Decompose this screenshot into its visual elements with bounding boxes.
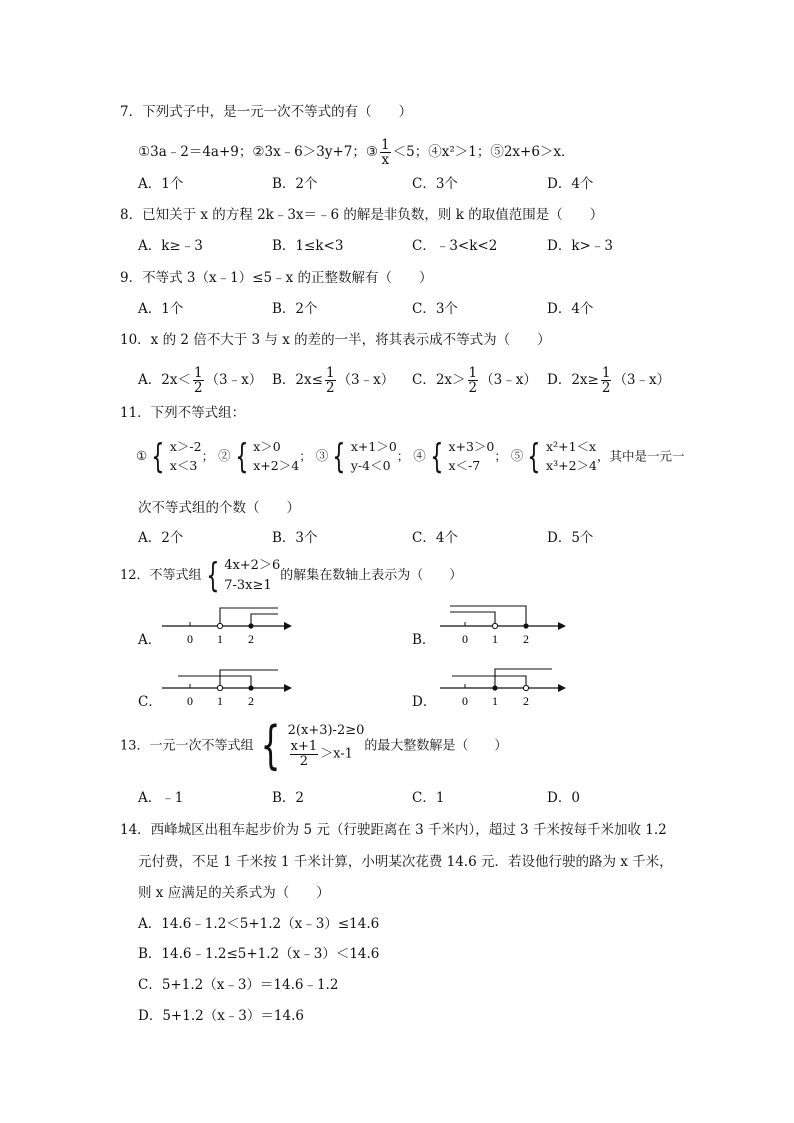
q8-stem: 8．已知关于 x 的方程 2k﹣3x＝﹣6 的解是非负数，则 k 的取值范围是（ ）: [120, 207, 604, 223]
fraction-denominator: 2: [468, 380, 478, 397]
option-tail: （3﹣x）: [337, 372, 395, 389]
option-text: D．2x≥: [547, 372, 599, 389]
q8-option-b[interactable]: B．1≤k<3: [272, 238, 344, 254]
option-text: C．2x＞: [412, 372, 466, 389]
q12-option-a-numberline[interactable]: [160, 600, 300, 646]
q7-option-d[interactable]: D．4个: [547, 176, 594, 192]
fraction-numerator: 1: [325, 365, 335, 381]
tick-label-1: 1: [492, 632, 498, 646]
q10-option-c[interactable]: [412, 366, 537, 395]
q11-system-5: ⑤ { x²+1＜x x³+2＞4: [510, 436, 597, 477]
tick-label-1: 1: [217, 694, 223, 708]
q11-systems: [136, 438, 685, 476]
q9-option-b[interactable]: B．2个: [272, 301, 318, 317]
q14-option-c[interactable]: C．5+1.2（x﹣3）＝14.6﹣1.2: [138, 977, 339, 993]
q11-option-b[interactable]: B．3个: [272, 530, 318, 546]
system-row: x＞0: [253, 439, 281, 454]
q8-option-c[interactable]: C．﹣3<k<2: [412, 238, 498, 254]
q10-stem: 10．x 的 2 倍不大于 3 与 x 的差的一半，将其表示成不等式为（ ）: [120, 332, 551, 348]
separator: ；: [396, 448, 410, 464]
system-row-rest: ＞x-1: [320, 746, 353, 762]
q13-option-c[interactable]: C．1: [412, 790, 445, 806]
q13-option-d[interactable]: D．0: [547, 790, 580, 806]
q7-item-5: 2x+6＞x．: [503, 144, 575, 161]
q10-option-d[interactable]: [547, 366, 670, 395]
circle-number: ③: [315, 448, 329, 464]
q13-stem: 13．一元一次不等式组 { 2(x+3)-2≥0 $\frac{x+1}{2}$ ＞x-1 的最大整数解是（ ）: [120, 716, 508, 776]
q7-item-4: x²＞1；: [441, 144, 491, 161]
system-row: x³+2＞4: [546, 457, 597, 473]
circle-number: ⑤: [510, 448, 524, 464]
tick-label-1: 1: [217, 632, 223, 646]
q7-item-3-num: ③: [365, 144, 379, 161]
q13-option-a[interactable]: A．﹣1: [138, 790, 184, 806]
q11-stem-continued: 次不等式组的个数（ ）: [138, 500, 300, 516]
fraction-denominator: 2: [193, 380, 203, 397]
tick-label-2: 2: [248, 632, 254, 646]
q11-option-a[interactable]: A．2个: [138, 530, 184, 546]
q12-option-b-label[interactable]: B．: [412, 632, 436, 648]
q11-system-2: ② { x＞0 x+2＞4: [218, 436, 300, 477]
circle-number: ②: [218, 448, 231, 464]
q14-stem-line-2: 元付费，不足 1 千米按 1 千米计算，小明某次花费 14.6 元．若设他行驶的路为 x 千米，: [138, 854, 673, 870]
separator: ；: [201, 448, 215, 464]
q13-option-b[interactable]: B．2: [272, 790, 305, 806]
q14-option-d[interactable]: D．5+1.2（x﹣3）＝14.6: [138, 1008, 304, 1024]
q8-option-d[interactable]: D．k>﹣3: [547, 238, 613, 254]
tick-label-0: 0: [187, 632, 193, 646]
system-row: x＜3: [169, 457, 198, 473]
q7-item-3-rest: ＜5；: [392, 144, 429, 161]
q7-item-5-num: ⑤: [490, 144, 504, 161]
system-row: 4x+2＞6: [224, 558, 281, 573]
fraction-denominator: 2: [290, 754, 319, 769]
system-row: 7-3x≥1: [224, 577, 272, 593]
option-text: A．2x＜: [138, 372, 191, 389]
system-row: x+1＞0: [350, 439, 397, 454]
q7-option-a[interactable]: A．1个: [138, 176, 184, 192]
q11-system-3: ③ { x+1＞0 y-4＜0: [315, 436, 397, 477]
system-row: x＜-7: [448, 457, 481, 473]
fraction-numerator: 1: [193, 365, 203, 381]
q12-option-d-numberline[interactable]: [438, 662, 570, 708]
q7-stem: 7．下列式子中，是一元一次不等式的有（ ）: [120, 104, 413, 120]
q13-stem-a: 13．一元一次不等式组: [120, 738, 254, 754]
q11-option-d[interactable]: D．5个: [547, 530, 594, 546]
system-row: x＞-2: [169, 439, 202, 454]
q12-option-b-numberline[interactable]: [438, 600, 570, 646]
option-text: B．2x≤: [272, 372, 323, 389]
fraction: [193, 366, 204, 395]
option-tail: （3﹣x）: [480, 372, 537, 389]
q8-option-a[interactable]: A．k≥﹣3: [138, 238, 203, 254]
q12-option-c-numberline[interactable]: [160, 662, 300, 708]
tick-label-0: 0: [462, 632, 468, 646]
q14-option-b[interactable]: B．14.6﹣1.2≤5+1.2（x﹣3）＜14.6: [138, 946, 380, 962]
fraction: [468, 366, 479, 395]
option-tail: （3﹣x）: [613, 372, 671, 389]
q7-item-1-num: ①: [138, 144, 151, 161]
q7-items: [138, 138, 575, 167]
tick-label-0: 0: [187, 694, 193, 708]
circle-number: ①: [136, 448, 148, 464]
q13-stem-b: 的最大整数解是（ ）: [364, 738, 508, 754]
fraction-denominator: x: [381, 152, 390, 169]
q11-stem: 11．下列不等式组：: [120, 405, 246, 421]
fraction-denominator: 2: [325, 380, 335, 397]
q7-item-1: 3a﹣2＝4a+9；: [150, 144, 253, 161]
fraction: [325, 366, 336, 395]
tick-label-0: 0: [462, 694, 468, 708]
q11-tail: ，其中是一元一: [596, 448, 685, 464]
tick-label-2: 2: [523, 632, 529, 646]
q11-system-1: ① { x＞-2 x＜3: [136, 436, 202, 477]
q9-option-c[interactable]: C．3个: [412, 301, 458, 317]
q12-option-c-label[interactable]: C．: [138, 694, 162, 710]
q10-option-a[interactable]: [138, 366, 262, 395]
q7-item-4-num: ④: [428, 144, 442, 161]
q12-option-a-label[interactable]: A．: [138, 632, 162, 648]
q7-item-2-num: ②: [252, 144, 265, 161]
system-row: x+2＞4: [253, 457, 300, 473]
q14-stem-line-1: 14．西峰城区出租车起步价为 5 元（行驶距离在 3 千米内），超过 3 千米按每千米加收 1.2: [120, 822, 667, 838]
q9-stem: 9．不等式 3（x﹣1）≤5﹣x 的正整数解有（ ）: [120, 270, 433, 286]
q14-stem-line-3: 则 x 应满足的关系式为（ ）: [138, 885, 330, 901]
q7-option-b[interactable]: B．2个: [272, 176, 318, 192]
tick-label-2: 2: [248, 694, 254, 708]
system-row: 2(x+3)-2≥0: [287, 723, 365, 739]
separator: ；: [494, 448, 507, 464]
fraction-numerator: x+1: [290, 739, 318, 755]
fraction-numerator: 1: [468, 365, 478, 381]
q14-option-a[interactable]: A．14.6﹣1.2＜5+1.2（x﹣3）≤14.6: [138, 916, 380, 932]
separator: ；: [299, 448, 312, 464]
system-row: x²+1＜x: [546, 439, 597, 454]
fraction-numerator: 1: [381, 137, 390, 153]
q7-option-c[interactable]: C．3个: [412, 176, 458, 192]
tick-label-1: 1: [492, 694, 498, 708]
system-row: [288, 740, 365, 768]
q12-stem-a: 12．不等式组: [120, 568, 202, 583]
q11-option-c[interactable]: C．4个: [412, 530, 458, 546]
q9-option-a[interactable]: A．1个: [138, 301, 184, 317]
system-row: x+3＞0: [448, 439, 495, 454]
q10-option-b[interactable]: [272, 366, 394, 395]
q7-item-3-fraction: [380, 138, 391, 167]
fraction: [601, 366, 612, 395]
fraction-numerator: 1: [601, 365, 611, 381]
q11-system-4: ④ { x+3＞0 x＜-7: [413, 436, 495, 477]
q7-item-2: 3x﹣6＞3y+7；: [264, 144, 366, 161]
system-row: y-4＜0: [350, 457, 391, 473]
option-tail: （3﹣x）: [205, 372, 263, 389]
tick-label-2: 2: [523, 694, 529, 708]
circle-number: ④: [413, 448, 426, 464]
q12-stem-b: 的解集在数轴上表示为（ ）: [280, 568, 463, 583]
fraction-denominator: 2: [601, 380, 611, 397]
q9-option-d[interactable]: D．4个: [547, 301, 594, 317]
q12-option-d-label[interactable]: D．: [412, 694, 437, 710]
q12-stem: 12．不等式组 { 4x+2＞6 7-3x≥1 的解集在数轴上表示为（ ）: [120, 555, 463, 596]
